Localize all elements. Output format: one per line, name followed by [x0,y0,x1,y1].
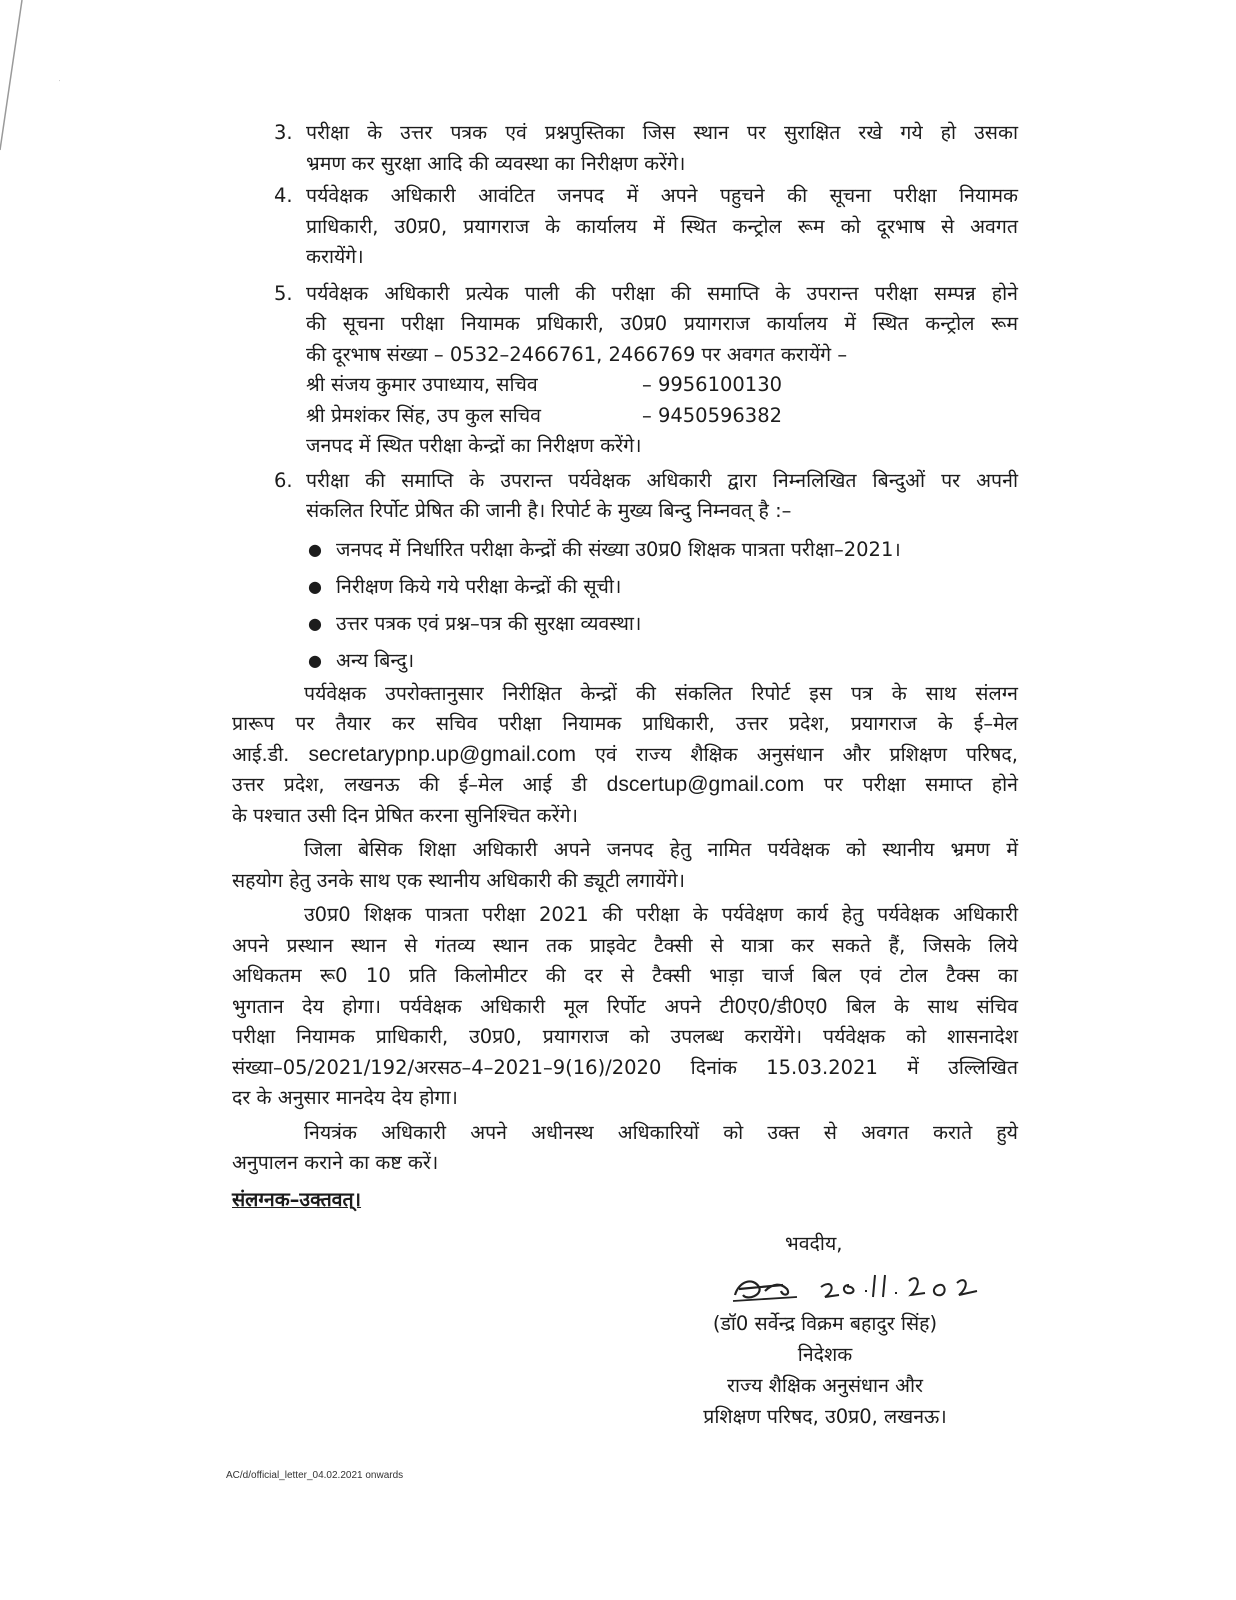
signatory-org: प्रशिक्षण परिषद, उ0प्र0, लखनऊ। [703,1405,947,1428]
item-line: परीक्षा के उत्तर पत्रक एवं प्रश्नपुस्तिका जिस स्थान पर सुराक्षित रखे गये हो उसका [306,121,1018,144]
item-line: जनपद में स्थित परीक्षा केन्द्रों का निरीक्षण करेंगे। [306,434,642,457]
item-line: भ्रमण कर सुरक्षा आदि की व्यवस्था का निरीक्षण करेंगे। [306,151,686,175]
contact-row [306,401,1018,432]
para-line: अनुपालन कराने का कष्ट करें। [232,1151,439,1174]
local-duty-paragraph [232,835,1018,896]
para-line: भुगतान देय होगा। पर्यवेक्षक अधिकारी मूल रिर्पोट अपने टी0ए0/डी0ए0 बिल के साथ संचिव [232,994,1018,1018]
para-line: परीक्षा नियामक प्राधिकारी, उ0प्र0, प्रयागराज को उपलब्ध करायेंगे। पर्यवेक्षक को शासनादेश [232,1025,1018,1048]
item-line: की दूरभाष संख्या – 0532–2466761, 2466769 पर अवगत करायेंगे – [306,342,848,366]
para-line: प्रारूप पर तैयार कर सचिव परीक्षा नियामक प्राधिकारी, उत्तर प्रदेश, प्रयागराज के ई–मेल [232,712,1018,735]
bullet-item: ● जनपद में निर्धारित परीक्षा केन्द्रों की संख्या उ0प्र0 शिक्षक पात्रता परीक्षा–2021। [306,531,1018,568]
contact-phone: – 9956100130 [642,373,783,396]
list-item-3 [232,118,1018,179]
contact-name: श्री प्रेमशंकर सिंह, उप कुल सचिव [306,403,542,427]
contact-phone: – 9450596382 [642,403,783,427]
contact-row [306,370,1018,401]
compliance-paragraph [232,1118,1018,1179]
item-line: पर्यवेक्षक अधिकारी प्रत्येक पाली की परीक्षा की समाप्ति के उपरान्त परीक्षा सम्पन्न होने [306,281,1018,305]
item-number: 3. [274,121,293,144]
para-line: के पश्चात उसी दिन प्रेषित करना सुनिश्चित करेंगे। [232,803,578,827]
para-line: अपने प्रस्थान स्थान से गंतव्य स्थान तक प्राइवेट टैक्सी से यात्रा कर सकते हैं, जिसके लिये [232,933,1018,957]
list-item-4 [232,181,1018,273]
travel-allowance-paragraph [232,900,1018,1114]
item-line: प्राधिकारी, उ0प्र0, प्रयागराज के कार्यालय में स्थित कन्ट्रोल रूम को दूरभाष से अवगत [306,214,1018,238]
para-line: उ0प्र0 शिक्षक पात्रता परीक्षा 2021 की परीक्षा के पर्यवेक्षण कार्य हेतु पर्यवेक्षक अधिकारी [304,903,1018,926]
para-line: उत्तर प्रदेश, लखनऊ की ई–मेल आई डी dscertup@gmail.com पर परीक्षा समाप्त होने [232,773,1019,796]
closing-salutation: भवदीय, [785,1232,843,1255]
handwritten-signature [725,1265,995,1313]
item-line: परीक्षा की समाप्ति के उपरान्त पर्यवेक्षक अधिकारी द्वारा निम्नलिखित बिन्दुओं पर अपनी [306,468,1018,492]
signatory-name: (डॉ0 सर्वेन्द्र विक्रम बहादुर सिंह) [712,1312,938,1335]
contact-name: श्री संजय कुमार उपाध्याय, सचिव [306,373,538,396]
report-points-list [232,531,1018,679]
signatory-block [660,1308,990,1432]
para-line: दर के अनुसार मानदेय देय होगा। [232,1086,458,1109]
bullet-item: ● निरीक्षण किये गये परीक्षा केन्द्रों की सूची। [306,568,1018,605]
para-line: नियत्रंक अधिकारी अपने अधीनस्थ अधिकारियों को उक्त से अवगत कराते हुये [304,1120,1018,1144]
para-line: अधिकतम रू0 10 प्रति किलोमीटर की दर से टैक्सी भाड़ा चार्ज बिल एवं टोल टैक्स का [232,964,1018,987]
bullet-item: ● उत्तर पत्रक एवं प्रश्न–पत्र की सुरक्षा व्यवस्था। [306,605,1018,642]
email-link-secretary[interactable]: secretarypnp.up@gmail.com [308,742,577,766]
para-line: आई.डी. secretarypnp.up@gmail.com एवं राज्य शैक्षिक अनुसंधान और प्रशिक्षण परिषद, [232,742,1018,766]
para-line: पर्यवेक्षक उपरोक्तानुसार निरीक्षित केन्द्रों की संकलित रिपोर्ट इस पत्र के साथ संलग्न [304,681,1018,705]
bullet-item: ● अन्य बिन्दु। [306,642,1018,679]
letter-body [232,118,1018,1217]
list-item-6 [232,466,1018,527]
list-item-5 [232,279,1018,462]
bullet-dot-icon: ● [308,613,322,633]
bullet-dot-icon: ● [308,539,322,559]
item-line: पर्यवेक्षक अधिकारी आवंटित जनपद में अपने पहुचने की सूचना परीक्षा नियामक [306,184,1018,207]
footer-reference: AC/d/official_letter_04.02.2021 onwards [226,1470,404,1481]
bullet-dot-icon: ● [308,576,322,596]
report-submission-paragraph [232,679,1018,832]
signatory-designation: निदेशक [797,1343,853,1366]
enclosure-note: संलग्नक–उक्तवत्। [232,1187,362,1211]
para-line: सहयोग हेतु उनके साथ एक स्थानीय अधिकारी की ड्यूटी लगायेंगे। [232,868,685,892]
para-line: संख्या–05/2021/192/अरसठ–4–2021–9(16)/2020 दिनांक 15.03.2021 में उल्लिखित [232,1055,1018,1079]
item-number: 5. [274,281,293,305]
scan-edge-mark [0,0,60,170]
bullet-dot-icon: ● [308,650,322,670]
item-line: करायेंगे। [306,245,364,268]
item-number: 6. [274,468,293,492]
item-number: 4. [274,184,293,207]
item-line: की सूचना परीक्षा नियामक प्रधिकारी, उ0प्र0 प्रयागराज कार्यालय में स्थित कन्ट्रोल रूम [306,312,1018,335]
signatory-org: राज्य शैक्षिक अनुसंधान और [726,1374,924,1397]
email-link-scert[interactable]: dscertup@gmail.com [606,773,805,796]
item-line: संकलित रिर्पोट प्रेषित की जानी है। रिपोर्ट के मुख्य बिन्दु निम्नवत् है :– [306,499,792,522]
para-line: जिला बेसिक शिक्षा अधिकारी अपने जनपद हेतु नामित पर्यवेक्षक को स्थानीय भ्रमण में [304,838,1018,861]
